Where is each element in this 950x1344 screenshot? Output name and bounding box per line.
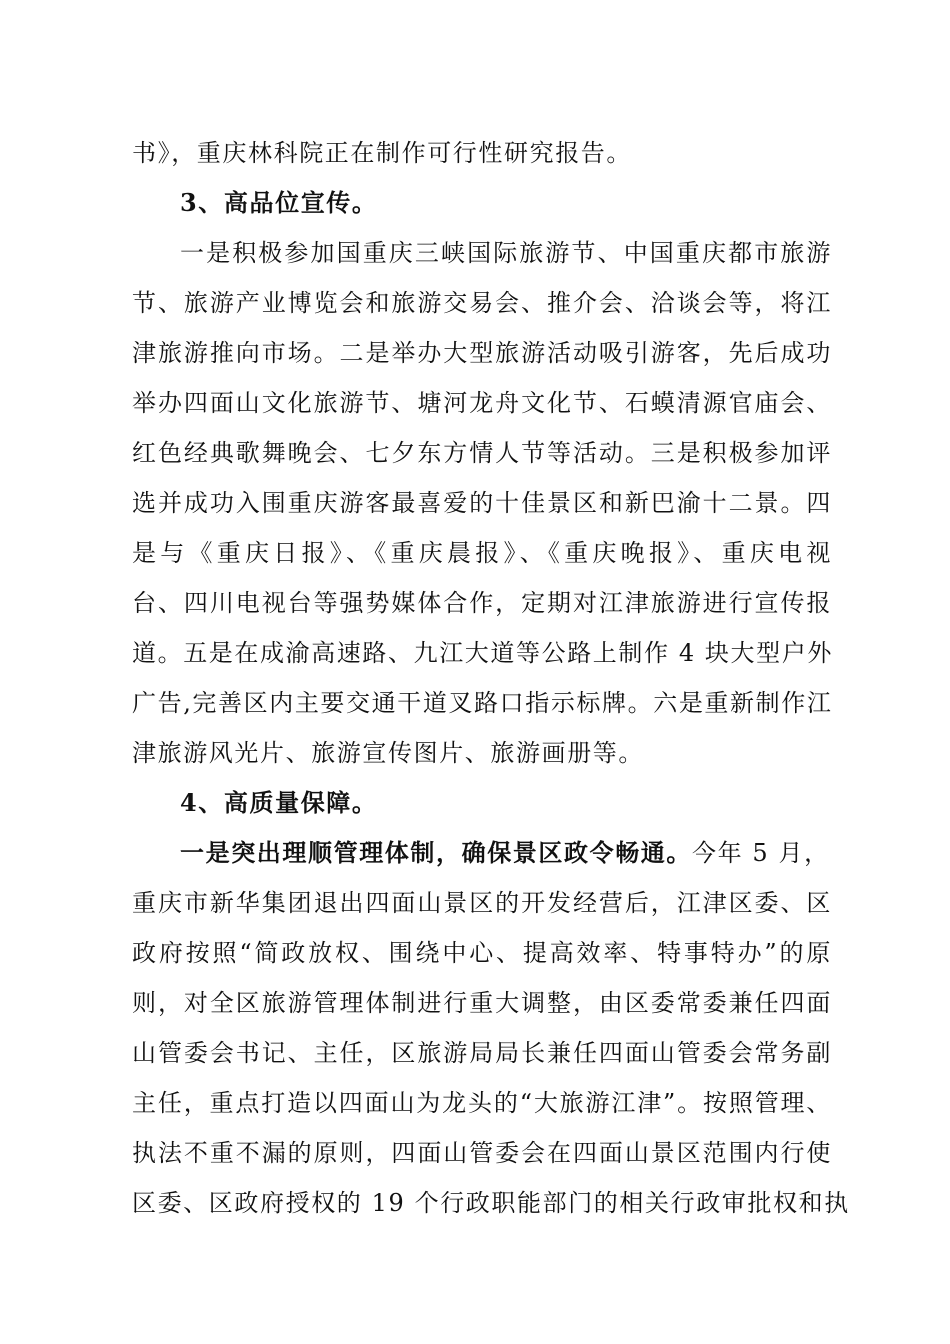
section-heading: 4、高质量保障。 <box>180 788 378 817</box>
paragraph-line: 一是积极参加国重庆三峡国际旅游节、中国重庆都市旅游 <box>180 239 832 267</box>
paragraph-line: 选并成功入围重庆游客最喜爱的十佳景区和新巴渝十二景。四 <box>132 489 832 517</box>
paragraph-line: 执法不重不漏的原则，四面山管委会在四面山景区范围内行使 <box>132 1139 832 1167</box>
paragraph-line: 重庆市新华集团退出四面山景区的开发经营后，江津区委、区 <box>132 889 832 917</box>
paragraph-line: 台、四川电视台等强势媒体合作，定期对江津旅游进行宣传报 <box>132 589 832 617</box>
paragraph-line: 是与《重庆日报》、《重庆晨报》、《重庆晚报》、重庆电视 <box>132 539 832 567</box>
section-heading: 3、高品位宣传。 <box>180 188 378 217</box>
lead-continuation: 今年 5 月， <box>692 839 830 867</box>
paragraph-line: 道。五是在成渝高速路、九江大道等公路上制作 4 块大型户外 <box>132 639 833 667</box>
paragraph-line: 节、旅游产业博览会和旅游交易会、推介会、洽谈会等，将江 <box>132 289 832 317</box>
paragraph-line: 举办四面山文化旅游节、塘河龙舟文化节、石蟆清源官庙会、 <box>132 389 832 417</box>
paragraph-line: 书》，重庆林科院正在制作可行性研究报告。 <box>132 139 632 167</box>
paragraph-line: 政府按照“简政放权、围绕中心、提高效率、特事特办”的原 <box>132 939 832 967</box>
paragraph-line: 山管委会书记、主任，区旅游局局长兼任四面山管委会常务副 <box>132 1039 832 1067</box>
paragraph-line: 主任，重点打造以四面山为龙头的“大旅游江津”。按照管理、 <box>132 1089 832 1117</box>
paragraph-line: 红色经典歌舞晚会、七夕东方情人节等活动。三是积极参加评 <box>132 439 832 467</box>
paragraph-line: 则，对全区旅游管理体制进行重大调整，由区委常委兼任四面 <box>132 989 832 1017</box>
paragraph-line: 广告,完善区内主要交通干道叉路口指示标牌。六是重新制作江 <box>132 689 833 717</box>
paragraph-line: 津旅游风光片、旅游宣传图片、旅游画册等。 <box>132 739 644 767</box>
paragraph-line: 区委、区政府授权的 19 个行政职能部门的相关行政审批权和执 <box>132 1189 850 1217</box>
paragraph-line-with-lead <box>180 833 832 873</box>
paragraph-line: 津旅游推向市场。二是举办大型旅游活动吸引游客，先后成功 <box>132 339 832 367</box>
bold-lead-sentence: 一是突出理顺管理体制，确保景区政令畅通。 <box>180 838 692 867</box>
